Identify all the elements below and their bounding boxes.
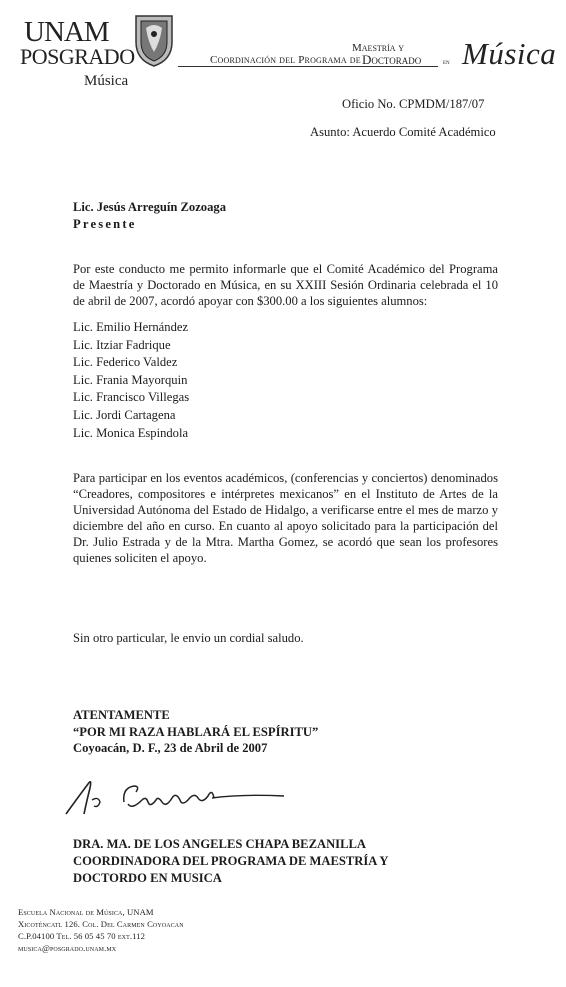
signer-name: DRA. MA. DE LOS ANGELES CHAPA BEZANILLA xyxy=(73,837,366,851)
signoff-block xyxy=(73,707,318,757)
closing-line: Sin otro particular, le envio un cordial saludo. xyxy=(73,631,304,645)
footer-line: C.P.04100 Tel. 56 05 45 70 ext.112 xyxy=(18,931,145,941)
coordinacion-label: Coordinación del Programa de xyxy=(210,54,361,66)
recipient-name: Lic. Jesús Arreguín Zozoaga xyxy=(73,200,226,214)
place-date: Coyoacán, D. F., 23 de Abril de 2007 xyxy=(73,741,268,755)
signer-title: COORDINADORA DEL PROGRAMA DE MAESTRÍA Y xyxy=(73,854,389,868)
recipient-greeting: Presente xyxy=(73,217,137,231)
letterhead-rule xyxy=(178,66,438,67)
oficio-number: Oficio No. CPMDM/187/07 xyxy=(342,97,485,111)
list-item: Lic. Itziar Fadrique xyxy=(73,337,171,352)
handwritten-signature xyxy=(62,770,292,820)
body-paragraph-2: Para participar en los eventos académicos, (conferencias y conciertos) denominados “Creadores, compositores e intérpretes mexicanos” en el Instituto de Artes de la Universidad Autónoma del Estado de Hidalgo, a verificarse entre el mes de marzo y diciembre del año en curso. En cuanto al apoyo solicitado para la participación del Dr. Julio Estrada y de la Mtra. Martha Gomez, se acordó que sean los profesores quienes soliciten el apoyo. xyxy=(73,471,498,565)
list-item: Lic. Monica Espindola xyxy=(73,425,189,440)
list-item: Lic. Federico Valdez xyxy=(73,355,178,370)
student-list xyxy=(73,319,189,442)
list-item: Lic. Jordi Cartagena xyxy=(73,407,176,422)
unam-seal-icon xyxy=(132,12,176,68)
en-label: en xyxy=(443,58,450,66)
motto-label: “POR MI RAZA HABLARÁ EL ESPÍRITU” xyxy=(73,724,319,739)
doctorado-label: Doctorado xyxy=(362,52,422,67)
footer-line: Escuela Nacional de Música, UNAM xyxy=(18,907,154,917)
footer-line: Xicoténcatl 126. Col. Del Carmen Coyoacan xyxy=(18,919,184,929)
maestria-label: Maestría y xyxy=(352,42,405,54)
asunto-line: Asunto: Acuerdo Comité Académico xyxy=(310,125,496,139)
posgrado-logo-text: POSGRADO xyxy=(20,44,135,69)
signer-title-cont: DOCTORDO EN MUSICA xyxy=(73,871,222,885)
atentamente-label: ATENTAMENTE xyxy=(73,708,170,722)
footer-email: musica@posgrado.unam.mx xyxy=(18,943,117,953)
logo-musica-label: Música xyxy=(84,73,129,89)
list-item: Lic. Frania Mayorquin xyxy=(73,372,188,387)
list-item: Lic. Francisco Villegas xyxy=(73,390,190,405)
musica-script-title: Música xyxy=(462,36,557,71)
body-paragraph-1: Por este conducto me permito informarle que el Comité Académico del Programa de Maestría y Doctorado en Música, en su XXIII Sesión Ordinaria celebrada el 10 de abril de 2007, acordó apoyar con $300.00 a los siguientes alumnos: xyxy=(73,262,498,308)
footer-address xyxy=(18,906,184,954)
list-item: Lic. Emilio Hernández xyxy=(73,320,189,334)
unam-logo-text: UNAM xyxy=(24,16,109,48)
signer-block xyxy=(73,836,388,887)
